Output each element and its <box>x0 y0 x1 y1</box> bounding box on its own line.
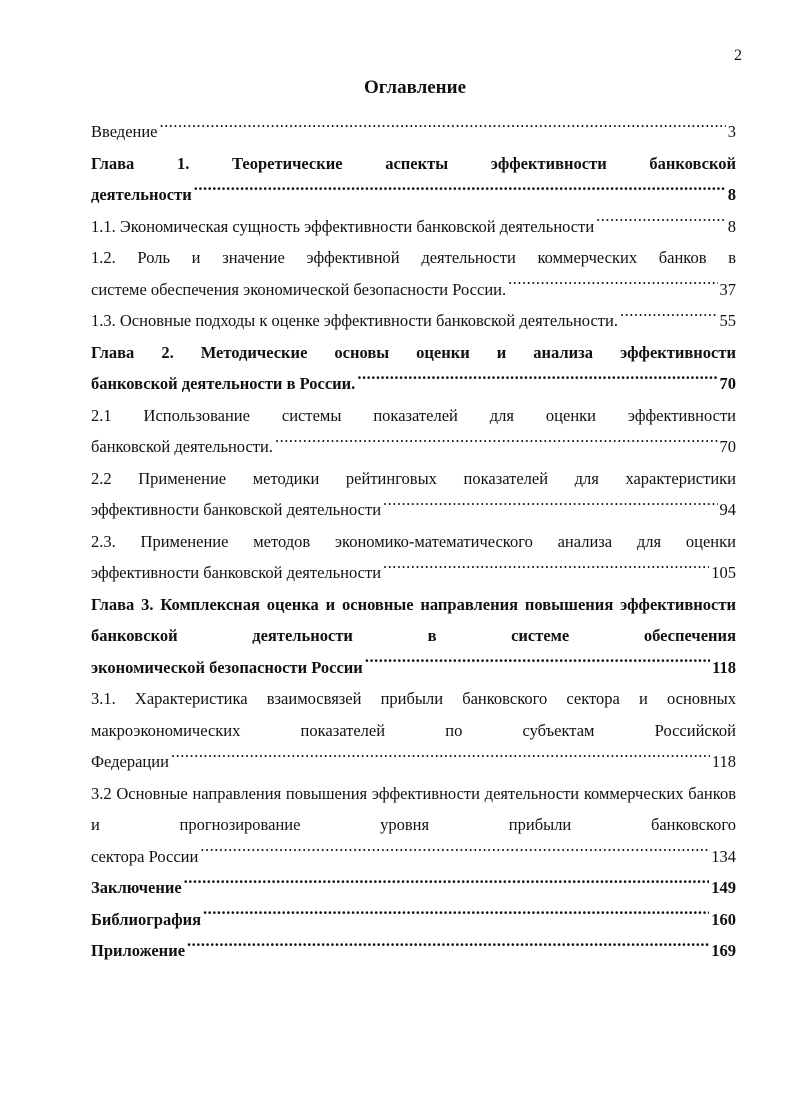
toc-entry-text: Библиография <box>91 909 202 929</box>
toc-entry-page: 37 <box>719 279 736 299</box>
toc-entry-page: 94 <box>719 500 736 519</box>
dot-leader <box>160 117 726 137</box>
toc-entry-page: 70 <box>719 437 736 456</box>
toc-title: Оглавление <box>363 77 467 98</box>
toc-entry-heading: 2.3. Применение методов экономико-математического анализа для оценки <box>91 531 736 551</box>
dot-leader <box>508 275 717 295</box>
toc-entry-text: банковской деятельности. <box>91 437 273 456</box>
toc-entry-text: Приложение <box>91 941 186 960</box>
toc-entry[interactable] <box>91 305 736 337</box>
toc-entry[interactable] <box>91 778 736 873</box>
toc-entry-page: 8 <box>727 185 736 204</box>
toc-entry[interactable] <box>91 400 736 463</box>
page-number: 2 <box>734 47 742 64</box>
dot-leader <box>383 495 717 515</box>
toc-entry-page: 134 <box>711 846 736 866</box>
dot-leader <box>596 212 726 232</box>
dot-leader <box>187 936 709 956</box>
dot-leader <box>365 653 710 673</box>
toc-entry-page: 149 <box>711 878 736 897</box>
toc-entry-text: Введение <box>91 122 158 141</box>
toc-entry-text: Заключение <box>91 878 182 897</box>
toc-entry[interactable] <box>91 904 736 936</box>
toc-entry[interactable] <box>91 463 736 526</box>
toc-entry-text: деятельности <box>91 185 192 204</box>
toc-entry-heading: Глава 1. Теоретические аспекты эффективности банковской <box>91 153 736 173</box>
toc-entry-heading: 3.1. Характеристика взаимосвязей прибыли банковского сектора и основных макроэкономических показателей по субъектам Российской <box>91 689 736 740</box>
toc-entry[interactable] <box>91 211 736 243</box>
toc-entry-text: сектора России <box>91 846 199 866</box>
toc-entry[interactable] <box>91 337 736 400</box>
dot-leader <box>357 369 717 389</box>
table-of-contents <box>91 116 736 967</box>
toc-entry-heading: 3.2 Основные направления повышения эффективности деятельности коммерческих банков и прогнозирование уровня прибыли банковского <box>91 783 736 834</box>
toc-entry-page: 55 <box>719 311 736 330</box>
toc-entry[interactable] <box>91 589 736 684</box>
dot-leader <box>200 842 709 862</box>
toc-entry-page: 118 <box>712 657 736 677</box>
dot-leader <box>275 432 718 452</box>
toc-entry-heading: 2.2 Применение методики рейтинговых показателей для характеристики <box>91 468 736 488</box>
toc-entry-text: системе обеспечения экономической безопасности России. <box>91 279 507 299</box>
dot-leader <box>194 180 726 200</box>
dot-leader <box>383 558 709 578</box>
toc-entry-page: 3 <box>727 122 736 141</box>
toc-entry-page: 118 <box>711 752 736 771</box>
toc-entry-text: Федерации <box>91 752 169 771</box>
toc-entry[interactable] <box>91 683 736 778</box>
toc-entry[interactable] <box>91 148 736 211</box>
toc-entry-page: 105 <box>711 563 736 582</box>
toc-entry-text: экономической безопасности России <box>91 657 363 677</box>
toc-entry-page: 169 <box>711 941 736 960</box>
toc-entry-text: 1.3. Основные подходы к оценке эффективности банковской деятельности. <box>91 311 618 330</box>
toc-entry-text: эффективности банковской деятельности <box>91 500 382 519</box>
toc-entry[interactable] <box>91 526 736 589</box>
toc-entry[interactable] <box>91 935 736 967</box>
toc-entry-page: 70 <box>719 374 736 393</box>
toc-entry[interactable] <box>91 116 736 148</box>
toc-entry-heading: Глава 2. Методические основы оценки и анализа эффективности <box>91 342 736 362</box>
toc-entry-heading: 2.1 Использование системы показателей для оценки эффективности <box>91 405 736 425</box>
dot-leader <box>171 747 710 767</box>
toc-entry[interactable] <box>91 242 736 305</box>
toc-entry-page: 8 <box>727 216 736 236</box>
toc-entry-text: 1.1. Экономическая сущность эффективности банковской деятельности <box>91 216 595 236</box>
toc-entry-page: 160 <box>711 909 736 929</box>
dot-leader <box>620 306 718 326</box>
toc-entry-heading: 1.2. Роль и значение эффективной деятельности коммерческих банков в <box>91 248 736 267</box>
dot-leader <box>184 873 710 893</box>
toc-entry-heading: Глава 3. Комплексная оценка и основные направления повышения эффективности банковской деятельности в системе обеспечения <box>91 594 736 645</box>
dot-leader <box>203 905 709 925</box>
toc-entry-text: эффективности банковской деятельности <box>91 563 382 582</box>
toc-entry-text: банковской деятельности в России. <box>91 374 356 393</box>
toc-entry[interactable] <box>91 872 736 904</box>
